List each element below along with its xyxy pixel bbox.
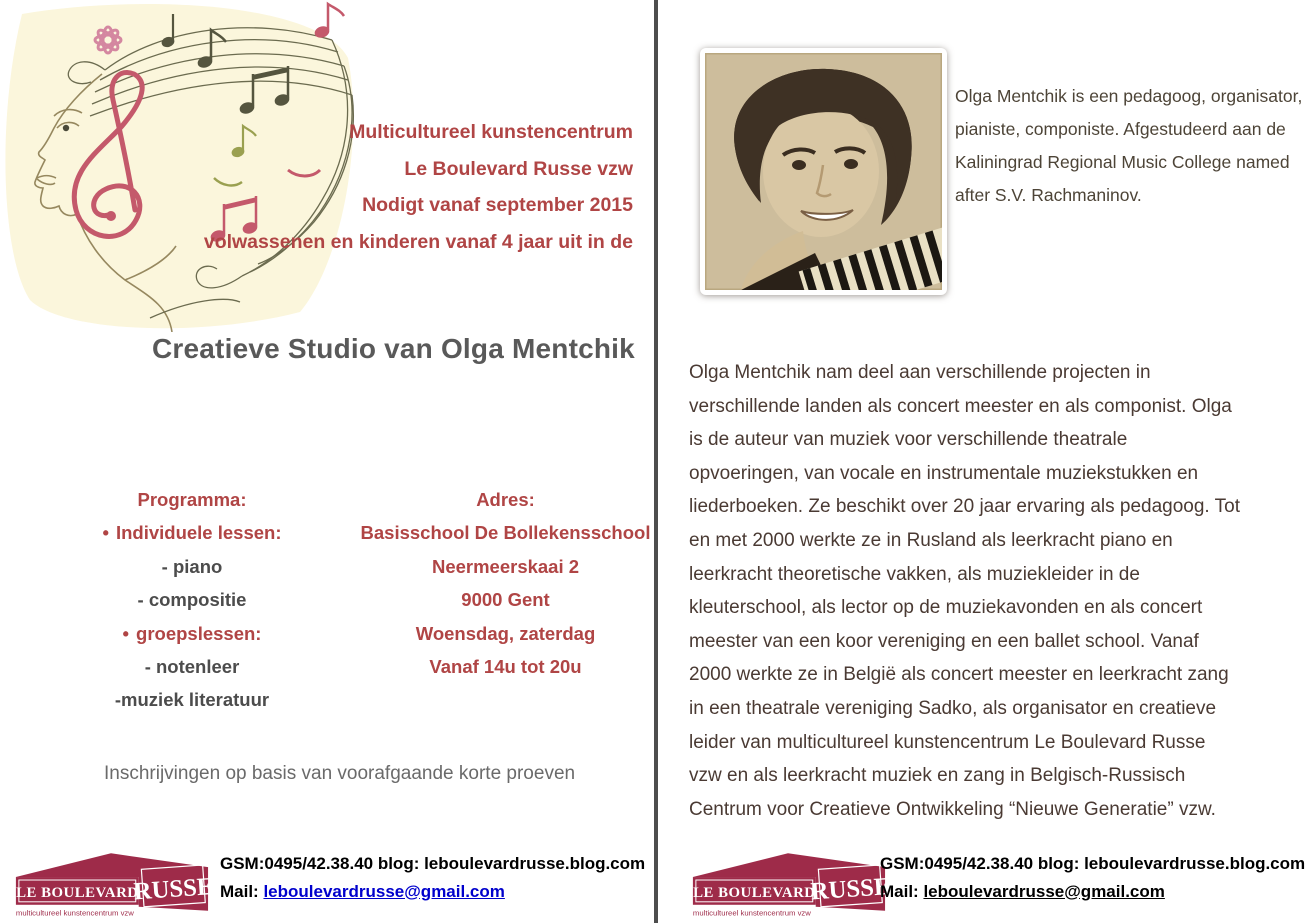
gsm-blog-line: GSM:0495/42.38.40 blog: leboulevardrusse.blog.com [880, 854, 1306, 873]
mail-label: Mail: [880, 881, 924, 901]
gsm-blog-line: GSM:0495/42.38.40 blog: leboulevardrusse.blog.com [220, 854, 646, 873]
adres-line: 9000 Gent [461, 589, 550, 611]
adres-line: Basisschool De Bollekensschool [360, 522, 651, 544]
adres-heading: Adres: [476, 489, 535, 510]
adres-line: Woensdag, zaterdag [415, 622, 596, 644]
programma-item: - compositie [137, 589, 247, 611]
bullet-icon: • [122, 622, 130, 644]
mail-label: Mail: [220, 881, 264, 901]
le-boulevard-russe-logo [683, 845, 891, 919]
page-right [660, 0, 1309, 923]
contact-block [880, 850, 1305, 905]
invitation-line: volwassenen en kinderen vanaf 4 jaar uit in de [203, 230, 633, 253]
intro-paragraph: Olga Mentchik is een pedagoog, organisator, pianiste, componiste. Afgestudeerd aan de Kaliningrad Regional Music College named after S.V. Rachmaninov. [955, 86, 1303, 205]
logo-line2-text: RUSSE [132, 873, 214, 906]
programma-item: • groepslessen: [122, 622, 262, 644]
programma-item: - notenleer [144, 656, 240, 678]
programma-item: • Individuele lessen: [102, 522, 282, 544]
invitation-line: Nodigt vanaf september 2015 [362, 194, 633, 216]
registration-note: Inschrijvingen op basis van voorafgaande korte proeven [104, 763, 576, 784]
programma-section [76, 483, 308, 717]
adres-line: Vanaf 14u tot 20u [429, 656, 582, 678]
logo-line1-text: LE BOULEVARD [693, 884, 816, 901]
invitation-line: Multicultureel kunstencentrum [349, 121, 633, 143]
programma-item: - piano [161, 555, 223, 577]
bio-paragraph: Olga Mentchik nam deel aan verschillende projecten in verschillende landen als concert meester en als componist. Olga is de auteur van muziek voor verschillende theatrale opvoeringen, van vocale en instrumentale muziekstukken en liederboeken. Ze beschikt over 20 jaar ervaring als pedagoog. Tot en met 2000 werkte ze in Rusland als leerkracht piano en leerkracht theoretische vakken, als muziekleider in de kleuterschool, als lector op de muziekavonden en als concert meester van een koor vereniging en een ballet school. Vanaf 2000 werkte ze in België als concert meester en leerkracht zang in een theatrale vereniging Sadko, als organisator en creatieve leider van multicultureel kunstencentrum Le Boulevard Russe vzw en als leerkracht muziek en zang in Belgisch-Russisch Centrum voor Creatieve Ontwikkeling “Nieuwe Generatie” vzw. [689, 362, 1240, 820]
logo-line1-text: LE BOULEVARD [16, 884, 139, 901]
adres-line: Neermeerskaai 2 [431, 555, 580, 577]
mail-line [880, 878, 1305, 906]
logo-tagline-text: multicultureel kunstencentrum vzw [692, 908, 811, 918]
bullet-icon: • [102, 522, 109, 544]
logo-line2-text: RUSSE [809, 873, 891, 906]
invitation-line: Le Boulevard Russe vzw [404, 157, 633, 180]
page-title: Creatieve Studio van Olga Mentchik [152, 333, 635, 364]
olga-portrait-photo [700, 48, 947, 295]
contact-block [220, 850, 645, 905]
invitation-text [203, 114, 633, 260]
adres-section [358, 483, 653, 683]
mail-line [220, 878, 645, 906]
le-boulevard-russe-logo [6, 845, 214, 919]
programma-item: -muziek literatuur [114, 689, 270, 711]
logo-tagline-text: multicultureel kunstencentrum vzw [15, 908, 134, 918]
email-link[interactable]: leboulevardrusse@gmail.com [923, 881, 1165, 901]
email-link[interactable]: leboulevardrusse@gmail.com [263, 881, 505, 901]
programma-heading: Programma: [137, 489, 247, 510]
eye-dot [63, 125, 69, 131]
page-divider [654, 0, 658, 923]
